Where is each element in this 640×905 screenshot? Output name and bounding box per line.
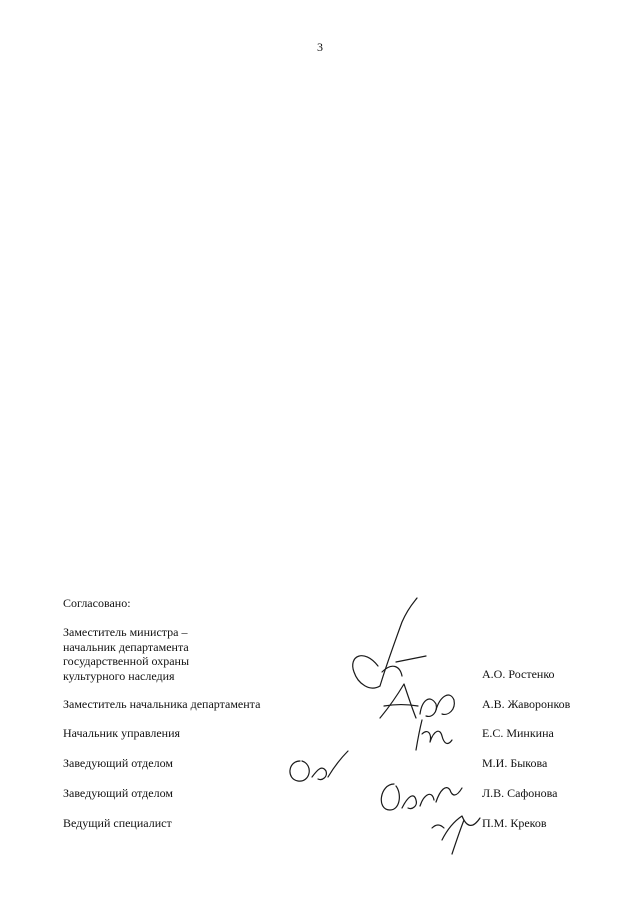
signatory-name: Л.В. Сафонова (482, 786, 558, 800)
signature-bykova (282, 747, 352, 787)
signatory-name: Е.С. Минкина (482, 726, 554, 740)
signatory-position: Начальник управления (63, 726, 181, 740)
signatory-position: Заведующий отделом (63, 786, 173, 800)
signatory-position: Заместитель министра – начальник департамента государственной охраны культурного наследия (63, 625, 190, 683)
signatory-name: М.И. Быкова (482, 756, 548, 770)
signature-zhavoronkov (374, 674, 464, 722)
approval-heading: Согласовано: (63, 596, 131, 610)
signatory-position: Заведующий отделом (63, 756, 173, 770)
page-number: 3 (317, 40, 323, 54)
signature-minkina (408, 716, 456, 754)
signatory-name: А.О. Ростенко (482, 667, 555, 681)
signatory-name: П.М. Креков (482, 816, 547, 830)
signatory-name: А.В. Жаворонков (482, 697, 571, 711)
signatory-position: Заместитель начальника департамента (63, 697, 261, 711)
signature-krekov (428, 806, 484, 858)
signatory-position: Ведущий специалист (63, 816, 172, 830)
